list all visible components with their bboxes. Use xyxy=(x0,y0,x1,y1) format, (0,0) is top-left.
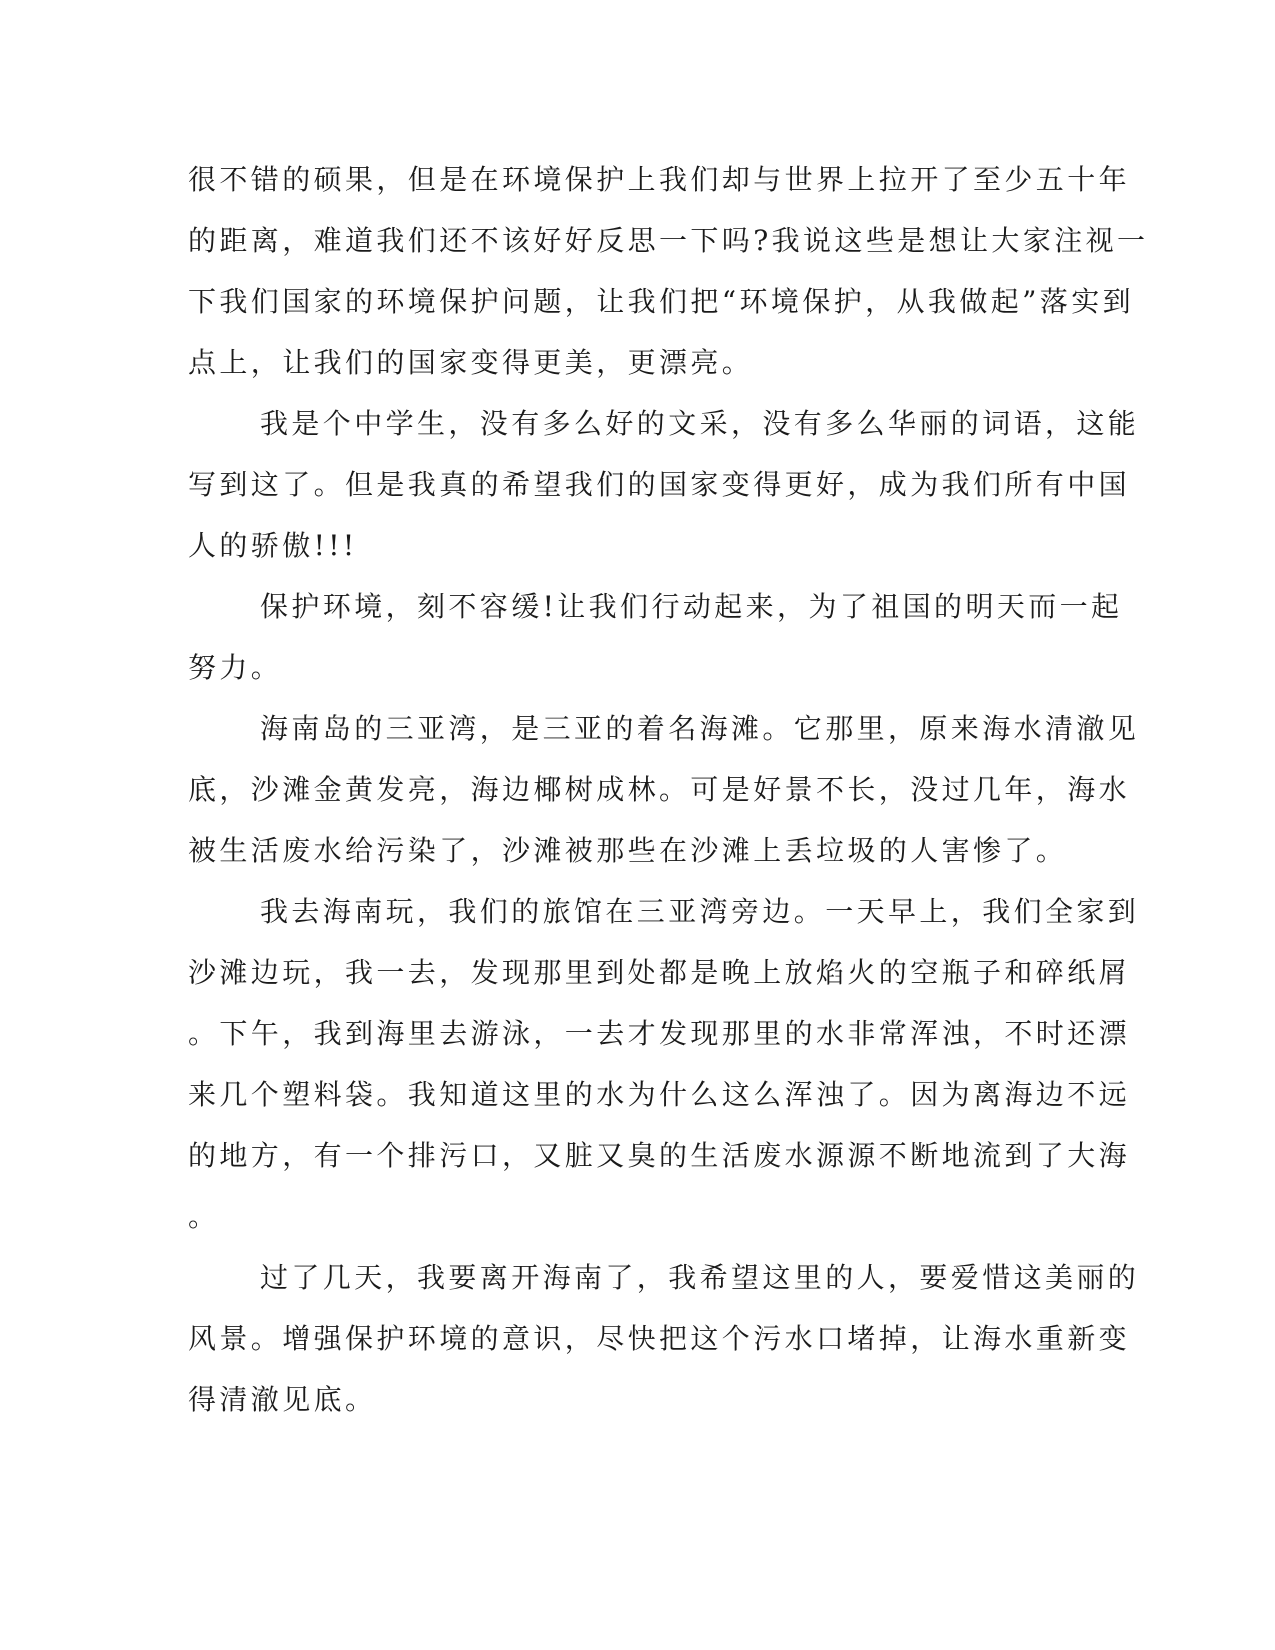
text-line: 很不错的硕果，但是在环境保护上我们却与世界上拉开了至少五十年 xyxy=(188,163,1131,196)
text-line: 来几个塑料袋。我知道这里的水为什么这么浑浊了。因为离海边不远 xyxy=(188,1078,1131,1111)
text-line: 下我们国家的环境保护问题，让我们把“环境保护，从我做起”落实到 xyxy=(188,285,1135,318)
text-line: 人的骄傲!!! xyxy=(188,529,358,562)
text-line: 被生活废水给污染了，沙滩被那些在沙滩上丢垃圾的人害惨了。 xyxy=(188,834,1068,867)
paragraph-first-line: 我去海南玩，我们的旅馆在三亚湾旁边。一天早上，我们全家到 xyxy=(260,895,1140,928)
text-line: 点上，让我们的国家变得更美，更漂亮。 xyxy=(188,346,754,379)
text-line: 沙滩边玩，我一去，发现那里到处都是晚上放焰火的空瓶子和碎纸屑 xyxy=(188,956,1131,989)
text-line: 。 xyxy=(188,1200,220,1233)
paragraph-first-line: 过了几天，我要离开海南了，我希望这里的人，要爱惜这美丽的 xyxy=(260,1261,1140,1294)
paragraph-first-line: 我是个中学生，没有多么好的文采，没有多么华丽的词语，这能 xyxy=(260,407,1140,440)
text-line: 写到这了。但是我真的希望我们的国家变得更好，成为我们所有中国 xyxy=(188,468,1131,501)
text-line: 底，沙滩金黄发亮，海边椰树成林。可是好景不长，没过几年，海水 xyxy=(188,773,1131,806)
paragraph-first-line: 保护环境，刻不容缓!让我们行动起来，为了祖国的明天而一起 xyxy=(260,590,1123,623)
text-line: 的距离，难道我们还不该好好反思一下吗?我说这些是想让大家注视一 xyxy=(188,224,1149,257)
text-line: 风景。增强保护环境的意识，尽快把这个污水口堵掉，让海水重新变 xyxy=(188,1322,1131,1355)
text-line: 努力。 xyxy=(188,651,283,684)
text-line: 。下午，我到海里去游泳，一去才发现那里的水非常浑浊，不时还漂 xyxy=(188,1017,1131,1050)
paragraph-first-line: 海南岛的三亚湾，是三亚的着名海滩。它那里，原来海水清澈见 xyxy=(260,712,1140,745)
text-line: 的地方，有一个排污口，又脏又臭的生活废水源源不断地流到了大海 xyxy=(188,1139,1131,1172)
text-line: 得清澈见底。 xyxy=(188,1383,377,1416)
